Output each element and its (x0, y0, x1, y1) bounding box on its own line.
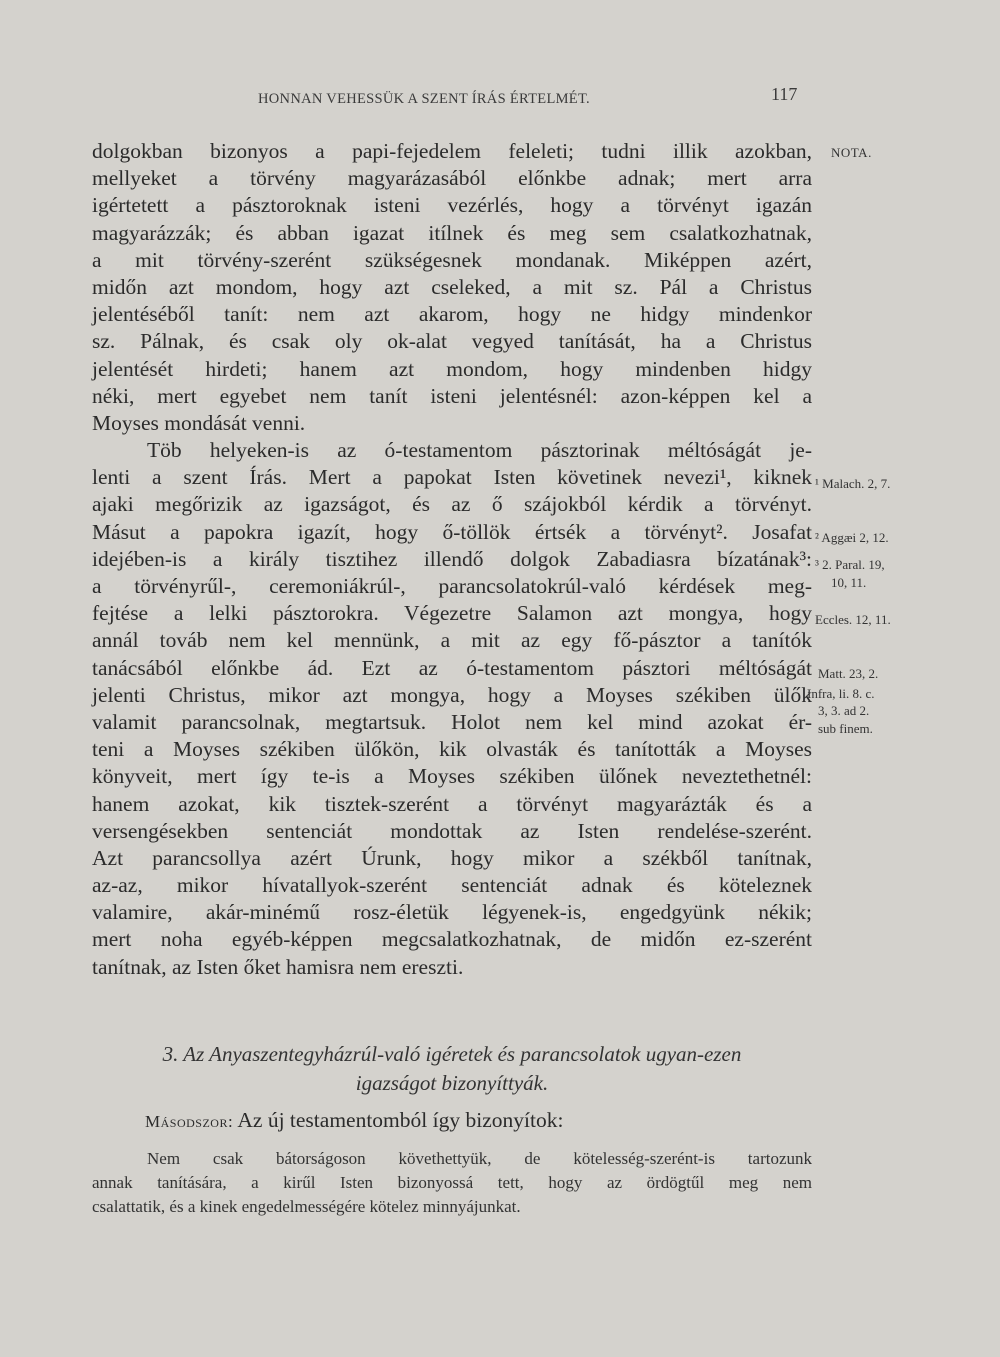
summary-paragraph (92, 1147, 812, 1219)
text-line: tanácsából előnkbe ád. Ezt az ó-testamentom pásztori méltóságát (92, 655, 812, 680)
text-line: néki, mert egyebet nem tanít isteni jelentésnél: azon-képpen kel a (92, 383, 812, 408)
text-line: dolgokban bizonyos a papi-fejedelem feleleti; tudni illik azokban, (92, 139, 812, 163)
text-line: a mit törvény-szerént szükségesnek mondanak. Miképpen azért, (92, 247, 812, 272)
margin-note-infra: Infra, li. 8. c. (807, 686, 875, 701)
text-line: lenti a szent Írás. Mert a papokat Isten követinek nevezi¹, kiknek (92, 465, 812, 490)
margin-note-infra-cont: 3, 3. ad 2. (818, 703, 870, 718)
summary-line: Nem csak bátorságoson követhettyük, de kötelesség-szerént-is tartozunk (147, 1149, 812, 1168)
text-line: fejtése a lelki pásztorokra. Végezetre Salamon azt mongya, hogy (92, 601, 812, 626)
main-paragraph (92, 138, 812, 981)
text-line: annál továb nem kel mennünk, a mit az egy fő-pásztor a tanítók (92, 628, 812, 653)
text-line: magyarázzák; és abban igazat itílnek és meg sem csalatkozhatnak, (92, 220, 812, 245)
text-line: Másut a papokra igazít, hogy ő-töllök értsék a törvényt². Josafat (92, 519, 812, 544)
text-line: idejében-is a király tisztihez illendő dolgok Zabadiasra bízatának³: (92, 546, 812, 571)
text-line: midőn azt mondom, hogy azt cseleked, a mit sz. Pál a Christus (92, 274, 812, 299)
summary-line: csalattatik, és a kinek engedelmességére kötelez minnyájunkat. (92, 1197, 521, 1216)
second-argument-intro (145, 1108, 563, 1133)
text-line: sz. Pálnak, és csak oly ok-alat vegyed tanítását, ha a Christus (92, 329, 812, 354)
section-heading-line: igazságot bizonyíttyák. (355, 1071, 549, 1095)
text-line: versengésekben sentenciát mondottak az Isten rendelése-szerént. (92, 818, 812, 843)
page-number: 117 (771, 84, 798, 104)
summary-line: annak tanítására, a kirűl Isten bizonyossá tett, hogy az ördögtűl meg nem (92, 1173, 812, 1192)
text-line: igértetett a pásztoroknak isteni vezérlés, hogy a törvényt igazán (92, 193, 812, 218)
text-line: mellyeket a törvény magyarázasából előnkbe adnak; mert arra (92, 166, 812, 191)
text-line: mert noha egyéb-képpen megcsalatkozhatnak, de midőn ez-szerént (92, 927, 812, 952)
text-line: jelenti Christus, mikor azt mongya, hogy a Moyses székiben ülők (92, 682, 812, 707)
margin-note-matt: Matt. 23, 2. (818, 666, 879, 681)
text-line: Moyses mondását venni. (92, 410, 306, 435)
text-line: Azt parancsollya azért Úrunk, hogy mikor a székből tanítnak, (92, 845, 812, 870)
margin-note-aggaei: ² Aggæi 2, 12. (815, 530, 889, 545)
section-heading-line: 3. Az Anyaszentegyházrúl-való igéretek és parancsolatok ugyan-ezen (162, 1042, 742, 1066)
text-line: valamire, akár-minémű rosz-életük légyenek-is, engedgyünk nékik; (92, 900, 812, 925)
text-line: az-az, mikor hívatallyok-szerént sentenciát adnak és köteleznek (92, 873, 812, 898)
text-line: tanítnak, az Isten őket hamisra nem ereszti. (92, 954, 464, 979)
text-line: a törvényrűl-, ceremoniákrúl-, parancsolatokrúl-való kérdések meg- (92, 574, 812, 598)
text-line: hanem azokat, kik tisztek-szerént a törvényt magyarázták és a (92, 791, 812, 816)
margin-note-nota: NOTA. (831, 145, 872, 160)
margin-note-paral-cont: 10, 11. (831, 575, 867, 590)
text-line: jelentését hirdeti; hanem azt mondom, hogy mindenben hidgy (92, 356, 812, 381)
text-line: könyveit, mert így te-is a Moyses székiben ülőnek neveztethetnél: (92, 764, 812, 789)
second-text: Az új testamentomból így bizonyítok: (233, 1108, 564, 1132)
second-label: Másodszor: (145, 1112, 234, 1131)
text-line: teni a Moyses székiben ülőkön, kik olvasták és tanították a Moyses (92, 737, 812, 762)
running-head: HONNAN VEHESSÜK A SZENT ÍRÁS ÉRTELMÉT. (258, 91, 590, 107)
section-heading (92, 1040, 812, 1098)
margin-note-malach: ¹ Malach. 2, 7. (815, 476, 891, 491)
text-line: valamit parancsolnak, megtartsuk. Holot nem kel mind azokat ér- (92, 709, 812, 734)
text-line: Töb helyeken-is az ó-testamentom pásztorinak méltóságát je- (147, 438, 812, 463)
margin-note-eccles: Eccles. 12, 11. (815, 612, 891, 627)
margin-note-sub-finem: sub finem. (818, 721, 873, 736)
text-line: ajaki megőrizik az igazságot, és az ő szájokból kérdik a törvényt. (92, 492, 812, 517)
text-line: jelentéséből tanít: nem azt akarom, hogy ne hidgy mindenkor (92, 302, 812, 327)
margin-note-paral: ³ 2. Paral. 19, (815, 557, 885, 572)
